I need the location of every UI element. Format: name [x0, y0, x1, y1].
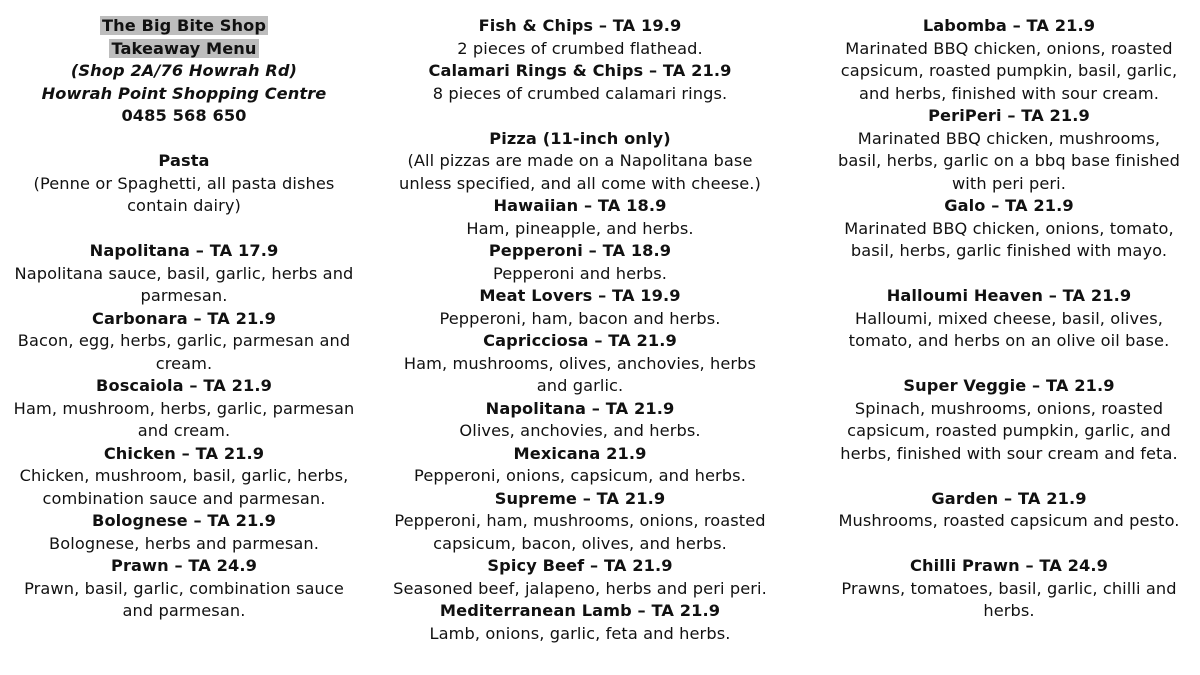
seafood-items-list [392, 15, 768, 105]
menu-item-name: Labomba – TA 21.9 [922, 16, 1096, 35]
menu-item-description: 8 pieces of crumbed calamari rings. [432, 83, 728, 103]
menu-title: Takeaway Menu [111, 38, 257, 58]
menu-item-description: basil, herbs, garlic on a bbq base finished [838, 151, 1180, 170]
pasta-items-list [12, 240, 356, 623]
menu-item-name: PeriPeri – TA 21.9 [928, 106, 1090, 125]
menu-item-description: herbs. [983, 601, 1035, 620]
shop-name: The Big Bite Shop [101, 16, 267, 35]
phone-number: 0485 568 650 [121, 106, 247, 125]
menu-item-description: Prawns, tomatoes, basil, garlic, chilli and [841, 578, 1177, 598]
pizza-note: unless specified, and all come with cheese.) [399, 173, 761, 193]
pizza-items-list [392, 195, 768, 645]
menu-item [392, 555, 768, 600]
menu-item-description: basil, herbs, garlic finished with mayo. [850, 241, 1168, 260]
menu-item-description: capsicum, roasted pumpkin, basil, garlic, [840, 61, 1178, 80]
menu-item-description: Prawn, basil, garlic, combination sauce [24, 578, 344, 598]
menu-item-description: Pepperoni and herbs. [492, 263, 668, 283]
menu-item-description: and garlic. [536, 376, 624, 395]
menu-item-description: with peri peri. [951, 173, 1067, 193]
menu-item-name: Napolitana – TA 21.9 [485, 398, 675, 418]
menu-item-description: Bacon, egg, herbs, garlic, parmesan and [17, 331, 351, 350]
menu-item [834, 15, 1184, 105]
menu-item-description: capsicum, bacon, olives, and herbs. [433, 533, 727, 553]
pizza-items-list [834, 285, 1184, 623]
menu-item [834, 285, 1184, 353]
menu-item-name: Garden – TA 21.9 [931, 488, 1087, 508]
menu-column-left [12, 15, 356, 623]
menu-item-description: Spinach, mushrooms, onions, roasted [854, 398, 1164, 418]
menu-item-description: Olives, anchovies, and herbs. [459, 421, 701, 440]
menu-item [392, 60, 768, 105]
menu-item [834, 105, 1184, 195]
menu-item-description: and herbs, finished with sour cream. [859, 83, 1159, 103]
menu-item [12, 510, 356, 555]
shopping-centre: Howrah Point Shopping Centre [41, 83, 327, 103]
menu-item-name: Mexicana 21.9 [513, 443, 647, 463]
menu-item-description: Ham, pineapple, and herbs. [466, 218, 694, 238]
menu-item [392, 285, 768, 330]
menu-item [392, 15, 768, 60]
menu-item [834, 488, 1184, 533]
pasta-note: (Penne or Spaghetti, all pasta dishes [33, 173, 335, 193]
menu-item-description: Marinated BBQ chicken, mushrooms, [857, 128, 1161, 148]
menu-item-name: Chilli Prawn – TA 24.9 [910, 556, 1108, 575]
menu-item-name: Hawaiian – TA 18.9 [493, 196, 667, 215]
menu-item-description: Seasoned beef, jalapeno, herbs and peri peri. [393, 578, 767, 598]
menu-item-name: Halloumi Heaven – TA 21.9 [886, 286, 1132, 305]
menu-item [392, 398, 768, 443]
menu-item-description: Pepperoni, ham, mushrooms, onions, roasted [394, 511, 766, 530]
pasta-heading: Pasta [158, 151, 210, 170]
menu-item-description: and parmesan. [122, 601, 246, 620]
menu-item [834, 375, 1184, 465]
menu-item [834, 555, 1184, 623]
pasta-note: contain dairy) [127, 196, 241, 215]
menu-item [392, 240, 768, 285]
menu-item-description: Halloumi, mixed cheese, basil, olives, [854, 308, 1164, 328]
menu-item-name: Supreme – TA 21.9 [494, 488, 666, 508]
shop-address: (Shop 2A/76 Howrah Rd) [70, 61, 298, 80]
menu-item-description: Ham, mushroom, herbs, garlic, parmesan [13, 398, 355, 418]
menu-item-name: Boscaiola – TA 21.9 [96, 376, 272, 395]
menu-item-description: parmesan. [140, 286, 228, 305]
menu-item-description: herbs, finished with sour cream and feta. [840, 443, 1178, 463]
menu-item-description: Pepperoni, onions, capsicum, and herbs. [414, 466, 746, 485]
menu-item-description: Lamb, onions, garlic, feta and herbs. [429, 623, 731, 643]
menu-column-right [834, 15, 1184, 623]
menu-item [12, 555, 356, 623]
menu-item-description: Chicken, mushroom, basil, garlic, herbs, [19, 466, 349, 485]
menu-item-description: Mushrooms, roasted capsicum and pesto. [838, 511, 1180, 530]
menu-item-name: Spicy Beef – TA 21.9 [487, 556, 673, 575]
menu-item-description: cream. [155, 353, 213, 373]
menu-item-description: Bolognese, herbs and parmesan. [49, 533, 319, 553]
pizza-note: (All pizzas are made on a Napolitana base [407, 151, 753, 170]
menu-item [392, 600, 768, 645]
menu-item-name: Pepperoni – TA 18.9 [488, 241, 672, 260]
menu-item-description: tomato, and herbs on an olive oil base. [848, 331, 1170, 350]
menu-item [392, 443, 768, 488]
menu-item-description: and cream. [137, 421, 231, 440]
menu-item-name: Super Veggie – TA 21.9 [903, 376, 1115, 395]
menu-column-middle [392, 15, 768, 645]
menu-item-name: Meat Lovers – TA 19.9 [479, 286, 681, 305]
menu-item-name: Bolognese – TA 21.9 [92, 511, 276, 530]
pizza-heading: Pizza (11-inch only) [489, 128, 671, 148]
menu-item-description: capsicum, roasted pumpkin, garlic, and [847, 421, 1171, 440]
menu-item [392, 195, 768, 240]
menu-item [392, 330, 768, 398]
menu-item-name: Mediterranean Lamb – TA 21.9 [439, 601, 721, 620]
menu-item-description: Pepperoni, ham, bacon and herbs. [439, 308, 721, 328]
menu-item-description: Marinated BBQ chicken, onions, roasted [845, 38, 1173, 58]
pizza-items-list [834, 15, 1184, 263]
menu-item [12, 443, 356, 511]
menu-item [12, 308, 356, 376]
menu-item [12, 375, 356, 443]
menu-item-name: Fish & Chips – TA 19.9 [478, 16, 682, 35]
menu-item-description: Napolitana sauce, basil, garlic, herbs and [14, 263, 354, 283]
menu-item [12, 240, 356, 308]
menu-item-description: Marinated BBQ chicken, onions, tomato, [844, 218, 1174, 238]
menu-item-name: Carbonara – TA 21.9 [91, 308, 276, 328]
menu-item-name: Prawn – TA 24.9 [110, 556, 257, 575]
menu-item-description: combination sauce and parmesan. [42, 488, 326, 508]
menu-item-description: 2 pieces of crumbed flathead. [457, 38, 703, 58]
menu-item-description: Ham, mushrooms, olives, anchovies, herbs [403, 353, 757, 373]
menu-item-name: Calamari Rings & Chips – TA 21.9 [428, 61, 732, 80]
menu-item-name: Galo – TA 21.9 [944, 196, 1074, 215]
menu-item-name: Chicken – TA 21.9 [103, 443, 265, 463]
menu-item [834, 195, 1184, 263]
menu-item-name: Napolitana – TA 17.9 [89, 241, 279, 260]
menu-item [392, 488, 768, 556]
menu-item-name: Capricciosa – TA 21.9 [483, 331, 677, 350]
